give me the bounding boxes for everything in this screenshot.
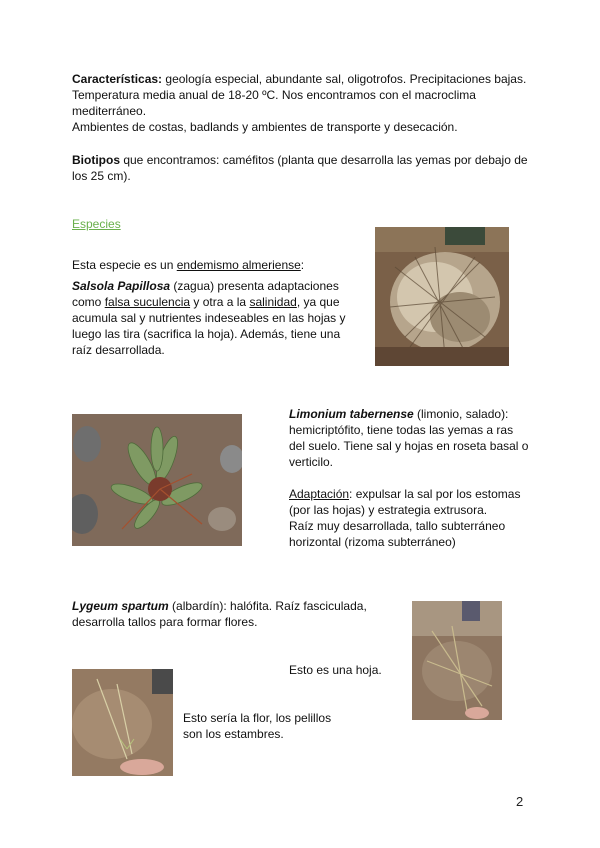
- salinidad: salinidad: [249, 295, 297, 309]
- salsola-t1: (zagua) presenta adaptaciones como: [72, 279, 339, 309]
- flor-caption: Esto sería la flor, los pelillos son los estambres.: [183, 711, 332, 741]
- biotipos-label: Biotipos: [72, 153, 120, 167]
- biotipos-text: que encontramos: caméfitos (planta que desarrolla las yemas por debajo de los 25 cm).: [72, 153, 528, 183]
- salsola-paragraph: [72, 278, 354, 358]
- lygeum-paragraph: [72, 598, 372, 630]
- limonium-paragraph: [289, 406, 529, 470]
- limonium-raiz: Raíz muy desarrollada, tallo subterráneo horizontal (rizoma subterráneo): [289, 519, 506, 549]
- especies-heading[interactable]: Especies: [72, 217, 121, 231]
- adaptacion-text: : expulsar la sal por los estomas (por las hojas) y estrategia extrusora.: [289, 487, 521, 517]
- endemismo-link: endemismo almeriense: [176, 258, 301, 272]
- salsola-t3: , ya que acumula sal y nutrientes indeseables en las hojas y luego las tira (sacrifica la hoja). Además, tiene una raíz desarrollada.: [72, 295, 346, 357]
- lygeum-flower-photo: [72, 669, 173, 776]
- lygeum-name: Lygeum spartum: [72, 599, 169, 613]
- falsa-suculencia: falsa suculencia: [104, 295, 191, 309]
- salsola-intro-pre: Esta especie es un: [72, 258, 177, 272]
- biotipos-paragraph: [72, 152, 532, 184]
- ambientes-text: Ambientes de costas, badlands y ambientes de transporte y desecación.: [72, 120, 458, 134]
- adaptacion-label: Adaptación: [289, 487, 350, 501]
- hoja-caption: Esto es una hoja.: [289, 663, 382, 677]
- limonium-adaptacion: [289, 486, 529, 550]
- salsola-t2: y otra a la: [190, 295, 250, 309]
- salsola-name: Salsola Papillosa: [72, 279, 171, 293]
- caracteristicas-label: Características:: [72, 72, 163, 86]
- salsola-photo: [375, 227, 509, 366]
- page-number: 2: [516, 794, 524, 809]
- limonium-desc: (limonio, salado): hemicriptófito, tiene todas las yemas a ras del suelo. Tiene sal y hojas en roseta basal o verticilo.: [289, 407, 529, 469]
- lygeum-leaf-photo: [412, 601, 502, 720]
- caracteristicas-paragraph: [72, 71, 532, 135]
- caracteristicas-text: geología especial, abundante sal, oligotrofos. Precipitaciones bajas. Temperatura media anual de 18-20 ºC. Nos encontramos con el macroclima mediterráneo.: [72, 72, 527, 118]
- limonium-name: Limonium tabernense: [289, 407, 414, 421]
- lygeum-desc: (albardín): halófita. Raíz fasciculada, desarrolla tallos para formar flores.: [72, 599, 367, 629]
- salsola-intro: [72, 257, 352, 273]
- salsola-intro-post: :: [300, 258, 305, 272]
- limonium-photo: [72, 414, 242, 546]
